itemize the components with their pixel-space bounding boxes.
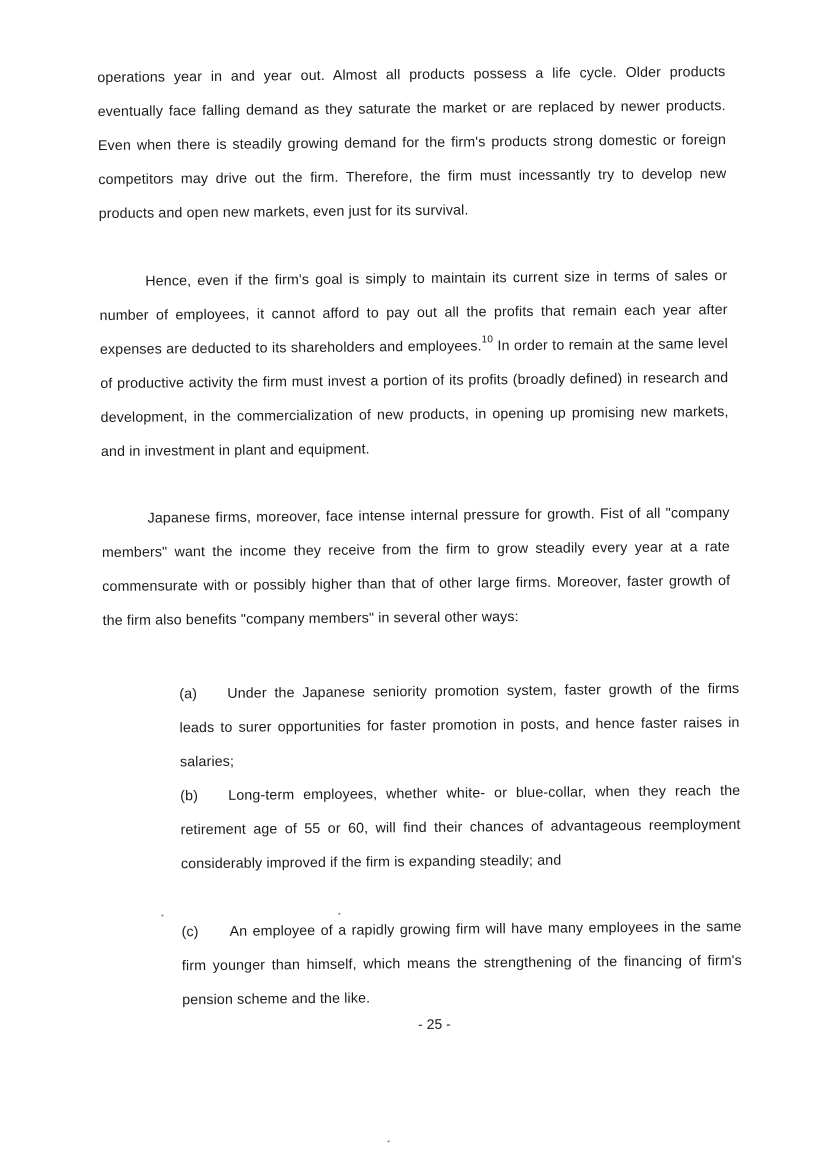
list-item-c-marker: (c) [181,924,199,941]
list-item-a-text: Under the Japanese seniority promotion system, faster growth of the firms leads to surer opportunities for faster promotion in posts, and hence faster raises in salaries; [179,680,740,771]
paragraph-2-text-before: Hence, even if the firm's goal is simply to maintain its current size in terms of sales or number of employees, it cannot afford to pay out all the profits that remain each year after expenses are deducted to its shareholders and employees. [99,268,728,359]
list-item-c-text: An employee of a rapidly growing firm will have many employees in the same firm younger than himself, which means the strengthening of the financing of firm's pension scheme and the like. [181,918,742,1009]
list-item-c [181,910,742,1017]
scan-speck [161,914,163,916]
page-number: - 25 - [418,1015,451,1033]
scan-speck [338,913,340,915]
paragraph-2 [99,259,729,469]
scan-speck [388,1140,390,1142]
list-item-b-marker: (b) [180,788,199,805]
list-item-b-text: Long-term employees, whether white- or blue-collar, when they reach the retirement age of 55 or 60, will find their chances of advantageous reemployment considerably improved if the firm is expanding steadily; and [180,782,741,873]
list-item-a-marker: (a) [179,686,198,703]
paragraph-3-text: Japanese firms, moreover, face intense internal pressure for growth. Fist of all "company members" want the income they receive from the firm to grow steadily every year at a rate commensurate with or possibly higher than that of other large firms. Moreover, faster growth of the firm also benefits "company members" in several other ways: [101,505,731,630]
paragraph-1 [97,55,727,231]
footnote-marker: 10 [481,334,494,346]
paragraph-1-text: operations year in and year out. Almost all products possess a life cycle. Older products eventually face falling demand as they saturate the market or are replaced by newer products. Even when there is steadily growing demand for the firm's products strong domestic or foreign competitors may drive out the firm. Therefore, the firm must incessantly try to develop new products and open new markets, even just for its survival. [97,64,727,223]
paragraph-3 [101,496,730,638]
list-item-b [180,774,741,881]
paragraph-2-text-after: In order to remain at the same level of productive activity the firm must invest a portion of its profits (broadly defined) in research and development, in the commercialization of new products, in opening up promising new markets, and in investment in plant and equipment. [100,336,729,461]
list-item-a [179,672,740,779]
